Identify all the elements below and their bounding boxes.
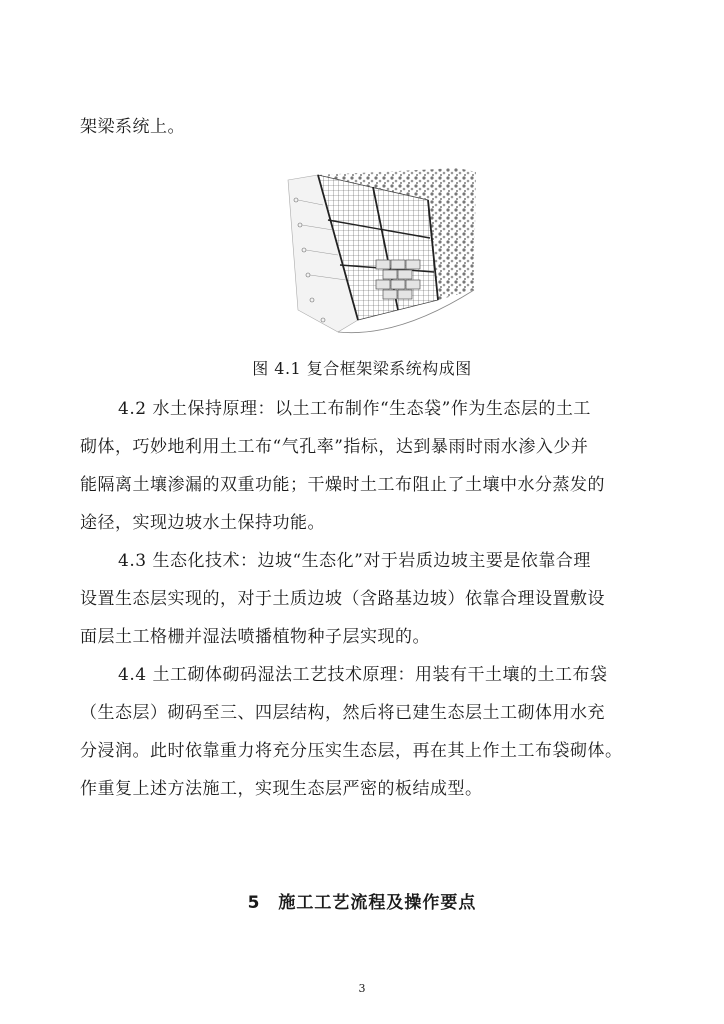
paragraph-line: 作重复上述方法施工，实现生态层严密的板结成型。 bbox=[80, 779, 483, 799]
paragraph-line: 分浸润。此时依靠重力将充分压实生态层，再在其上作土工布袋砌体。 bbox=[80, 741, 623, 761]
section-title: 施工工艺流程及操作要点 bbox=[278, 893, 477, 913]
paragraph-line: 设置生态层实现的，对于土质边坡（含路基边坡）依靠合理设置敷设 bbox=[80, 589, 605, 609]
paragraph-line: 面层土工格栅并湿法喷播植物种子层实现的。 bbox=[80, 627, 430, 647]
paragraph-line: 架梁系统上。 bbox=[80, 117, 185, 137]
paragraph-line: 4.2 水土保持原理：以土工布制作“生态袋”作为生态层的土工 bbox=[118, 399, 591, 419]
paragraph-line: 砌体，巧妙地利用土工布“气孔率”指标，达到暴雨时雨水渗入少并 bbox=[80, 437, 589, 457]
figure-illustration bbox=[278, 160, 478, 345]
figure-caption: 图 4.1 复合框架梁系统构成图 bbox=[252, 359, 472, 378]
section-heading bbox=[0, 888, 724, 913]
section-number: 5 bbox=[247, 893, 261, 913]
paragraph-line: 4.4 土工砌体砌码湿法工艺技术原理：用装有干土壤的土工布袋 bbox=[118, 665, 608, 685]
paragraph-line: 途径，实现边坡水土保持功能。 bbox=[80, 513, 325, 533]
paragraph-line: （生态层）砌码至三、四层结构，然后将已建生态层土工砌体用水充 bbox=[80, 703, 605, 723]
paragraph-line: 能隔离土壤渗漏的双重功能；干燥时土工布阻止了土壤中水分蒸发的 bbox=[80, 475, 605, 495]
page-number: 3 bbox=[358, 982, 366, 995]
composite-frame-beam-figure bbox=[278, 160, 478, 345]
paragraph-line: 4.3 生态化技术：边坡“生态化”对于岩质边坡主要是依靠合理 bbox=[118, 551, 591, 571]
